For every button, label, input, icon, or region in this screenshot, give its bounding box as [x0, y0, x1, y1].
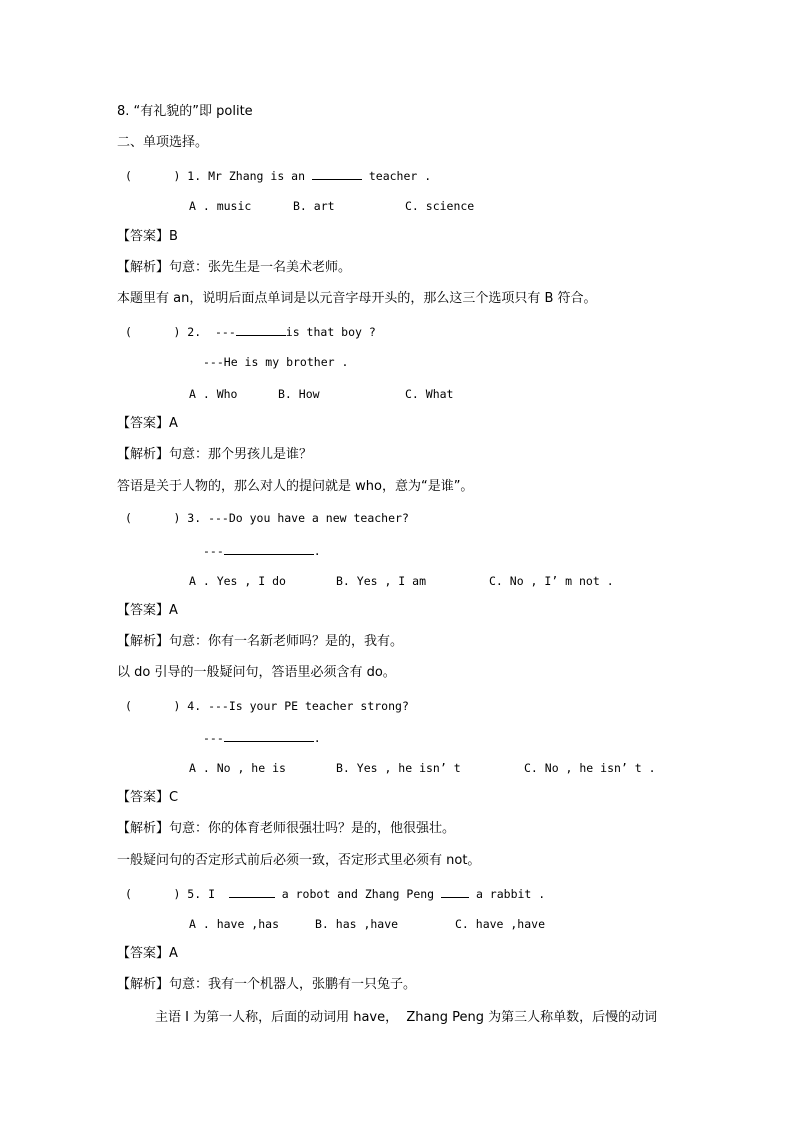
question-4-stem: ( ) 4. ---Is your PE teacher strong?	[125, 699, 409, 713]
question-5-stem	[125, 885, 545, 902]
question-5-answer	[117, 946, 178, 962]
question-3-analysis	[117, 634, 403, 650]
question-2-analysis	[117, 447, 312, 463]
question-2-stem-end: is that boy ?	[285, 325, 376, 339]
question-3-stem: ( ) 3. ---Do you have a new teacher?	[125, 511, 409, 525]
question-3-reply	[203, 542, 321, 559]
answer-blank	[441, 885, 469, 898]
question-4-analysis	[117, 821, 455, 837]
reply-suffix: .	[313, 731, 321, 745]
question-1-stem-end: teacher .	[361, 169, 432, 183]
section-title: 二、单项选择。	[117, 135, 209, 150]
answer-blank	[224, 542, 314, 555]
question-5-option-b: B. has ,have	[315, 917, 399, 931]
question-4-reply	[203, 729, 321, 746]
answer-blank	[312, 167, 362, 180]
reply-prefix: ---	[203, 544, 224, 558]
question-2-reply: ---He is my brother .	[203, 355, 349, 369]
answer-value: A	[169, 416, 178, 431]
answer-blank	[229, 885, 275, 898]
analysis-text: 句意：那个男孩儿是谁？	[169, 447, 313, 462]
answer-value: B	[169, 229, 178, 244]
reply-suffix: .	[313, 544, 321, 558]
question-2-option-a: A . Who	[189, 387, 238, 401]
question-1-option-b: B. art	[293, 199, 335, 213]
question-5-note: 主语 I 为第一人称，后面的动词用 have， Zhang Peng 为第三人称单数，后慢的动词	[155, 1010, 658, 1025]
question-1-note: 本题里有 an，说明后面点单词是以元音字母开头的，那么这三个选项只有 B 符合。	[117, 291, 597, 306]
question-4-option-b: B. Yes , he isn’ t	[336, 761, 461, 775]
analysis-label: 【解析】	[117, 634, 170, 649]
answer-label: 【答案】	[117, 229, 170, 244]
answer-label: 【答案】	[117, 603, 170, 618]
question-1-option-c: C. science	[405, 199, 475, 213]
question-4-answer	[117, 790, 178, 806]
question-3-answer	[117, 603, 178, 619]
answer-blank	[224, 729, 314, 742]
answer-value: C	[169, 790, 179, 805]
question-3-option-a: A . Yes , I do	[189, 574, 286, 588]
answer-label: 【答案】	[117, 790, 170, 805]
item-8-note: 8. “有礼貌的”即 polite	[117, 104, 253, 119]
question-5-stem-end: a rabbit .	[469, 887, 546, 901]
question-5-option-a: A . have ,has	[189, 917, 280, 931]
analysis-label: 【解析】	[117, 977, 170, 992]
question-3-option-b: B. Yes , I am	[336, 574, 427, 588]
reply-prefix: ---	[203, 731, 224, 745]
question-4-option-c: C. No , he isn’ t .	[524, 761, 656, 775]
question-4-note: 一般疑问句的否定形式前后必须一致，否定形式里必须有 not。	[117, 853, 481, 868]
answer-label: 【答案】	[117, 416, 170, 431]
question-2-option-b: B. How	[278, 387, 320, 401]
analysis-text: 句意：我有一个机器人，张鹏有一只兔子。	[169, 977, 417, 992]
analysis-label: 【解析】	[117, 260, 170, 275]
analysis-text: 句意：你有一名新老师吗？是的，我有。	[169, 634, 404, 649]
question-2-option-c: C. What	[405, 387, 454, 401]
answer-label: 【答案】	[117, 946, 170, 961]
question-3-option-c: C. No , I’ m not .	[489, 574, 614, 588]
question-1-option-a: A . music	[189, 199, 252, 213]
question-1-answer	[117, 229, 178, 245]
question-4-option-a: A . No , he is	[189, 761, 286, 775]
question-2-stem-start: ( ) 2. ---	[125, 325, 236, 339]
question-1-stem	[125, 167, 431, 184]
question-5-stem-middle: a robot and Zhang Peng	[274, 887, 442, 901]
answer-value: A	[169, 946, 178, 961]
analysis-label: 【解析】	[117, 447, 170, 462]
question-2-stem	[125, 323, 376, 340]
analysis-label: 【解析】	[117, 821, 170, 836]
analysis-text: 句意：张先生是一名美术老师。	[169, 260, 352, 275]
question-1-analysis	[117, 260, 351, 276]
question-3-note: 以 do 引导的一般疑问句，答语里必须含有 do。	[117, 665, 396, 680]
analysis-text: 句意：你的体育老师很强壮吗？是的，他很强壮。	[169, 821, 456, 836]
answer-value: A	[169, 603, 178, 618]
question-1-stem-start: ( ) 1. Mr Zhang is an	[125, 169, 312, 183]
question-5-stem-start: ( ) 5. I	[125, 887, 229, 901]
question-5-analysis	[117, 977, 416, 993]
answer-blank	[236, 323, 286, 336]
question-5-option-c: C. have ,have	[455, 917, 546, 931]
question-2-note: 答语是关于人物的，那么对人的提问就是 who，意为“是谁”。	[117, 479, 474, 494]
question-2-answer	[117, 416, 178, 432]
